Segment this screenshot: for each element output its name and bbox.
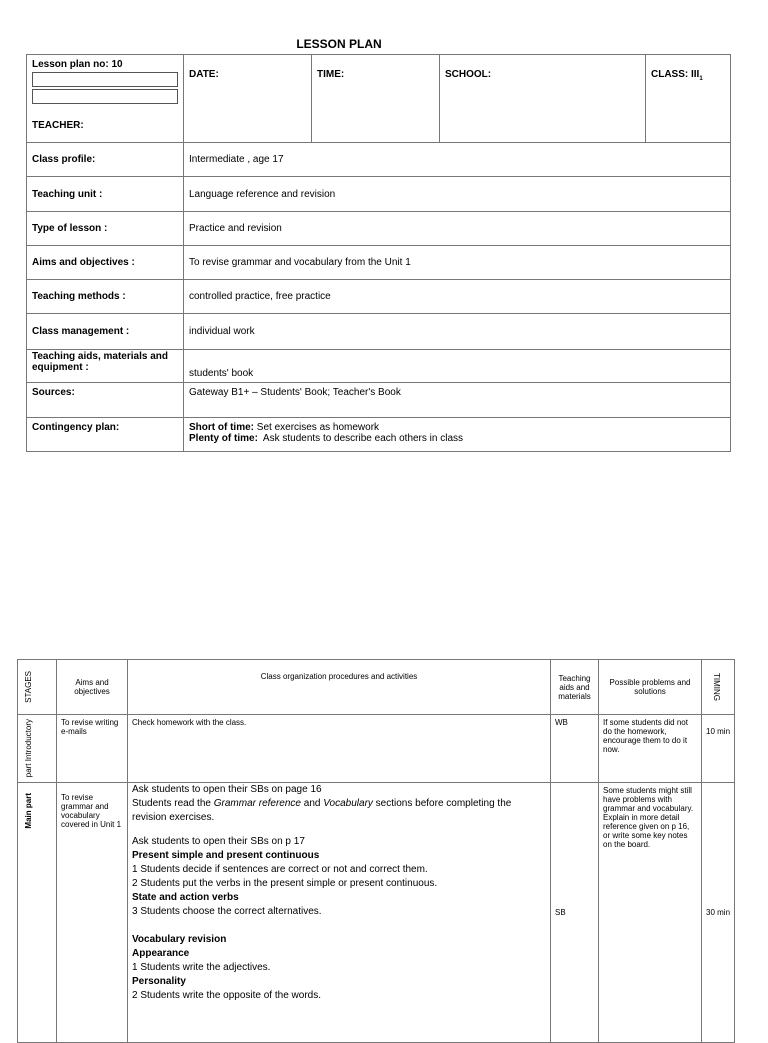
- lesson-no-box-2: [32, 89, 178, 104]
- intro-aims: To revise writing e-mails: [57, 715, 128, 783]
- procedure-line: 1 Students write the adjectives.: [132, 962, 271, 973]
- procedure-heading: Vocabulary revision: [132, 934, 227, 945]
- procedure-heading: State and action verbs: [132, 892, 239, 903]
- procedures-header: Class organization procedures and activities: [128, 660, 551, 715]
- info-value: To revise grammar and vocabulary from the Unit 1: [184, 246, 731, 280]
- info-value: Intermediate , age 17: [184, 143, 731, 177]
- stages-header-text: STAGES: [24, 671, 33, 703]
- info-label: Teaching aids, materials and equipment :: [27, 350, 184, 383]
- info-label: Type of lesson :: [27, 212, 184, 246]
- main-stage: Main part: [24, 793, 33, 829]
- class-label: CLASS: III: [651, 69, 700, 80]
- main-stage-cell: [18, 783, 57, 1043]
- main-aims: To revise grammar and vocabulary covered in Unit 1: [57, 783, 128, 1043]
- timing-header-text: TIMING: [712, 673, 721, 701]
- info-label: Teaching methods :: [27, 280, 184, 314]
- time-cell: [312, 55, 440, 143]
- school-cell: [440, 55, 646, 143]
- procedure-line: Ask students to open their SBs on p 17: [132, 836, 305, 847]
- info-row: [27, 280, 731, 314]
- date-cell: [184, 55, 312, 143]
- procedure-line: Students read the Grammar reference and Vocabulary sections before completing the revision exercises.: [132, 798, 512, 823]
- teacher-label: TEACHER:: [32, 120, 84, 131]
- info-row: [27, 177, 731, 212]
- intro-timing: 10 min: [702, 715, 735, 783]
- procedure-header-row: [18, 660, 735, 715]
- info-value: Practice and revision: [184, 212, 731, 246]
- intro-procedure: Check homework with the class.: [128, 715, 551, 783]
- info-value: controlled practice, free practice: [184, 280, 731, 314]
- lesson-plan-no: Lesson plan no: 10: [32, 59, 123, 70]
- main-aids: SB: [551, 783, 599, 1043]
- info-label: Class management :: [27, 314, 184, 350]
- class-subscript: 1: [699, 76, 703, 82]
- intro-stage-cell: [18, 715, 57, 783]
- main-row: [18, 783, 735, 1043]
- info-label: Aims and objectives :: [27, 246, 184, 280]
- main-procedure: [128, 783, 551, 1043]
- procedure-line: 1 Students decide if sentences are correct or not and correct them.: [132, 864, 428, 875]
- info-value: individual work: [184, 314, 731, 350]
- info-value: Language reference and revision: [184, 177, 731, 212]
- info-row: [27, 143, 731, 177]
- class-cell: [646, 55, 731, 143]
- procedure-line: 2 Students put the verbs in the present simple or present continuous.: [132, 878, 438, 889]
- contingency-label: Contingency plan:: [27, 418, 184, 452]
- plenty-of-time-value: Ask students to describe each others in class: [257, 433, 464, 444]
- aids-header: Teaching aids and materials: [551, 660, 599, 715]
- info-label: Teaching unit :: [27, 177, 184, 212]
- info-label: Sources:: [27, 383, 184, 418]
- procedure-line: Ask students to open their SBs on page 16: [132, 784, 322, 795]
- procedure-heading: Personality: [132, 976, 186, 987]
- lesson-no-box-1: [32, 72, 178, 87]
- intro-row: [18, 715, 735, 783]
- intro-problems: If some students did not do the homework, encourage them to do it now.: [599, 715, 702, 783]
- short-of-time-value: Set exercises as homework: [254, 422, 380, 433]
- procedure-line: 2 Students write the opposite of the words.: [132, 990, 321, 1001]
- contingency-row: [27, 418, 731, 452]
- date-label: DATE:: [189, 69, 219, 80]
- problems-header: Possible problems and solutions: [599, 660, 702, 715]
- info-row: [27, 212, 731, 246]
- contingency-value: [184, 418, 731, 452]
- lesson-info-table: [26, 54, 731, 452]
- info-row: [27, 350, 731, 383]
- aims-header: Aims and objectives: [57, 660, 128, 715]
- info-row: [27, 246, 731, 280]
- page-title: LESSON PLAN: [296, 37, 382, 51]
- intro-aids: WB: [551, 715, 599, 783]
- short-of-time-label: Short of time:: [189, 422, 254, 433]
- info-value: students' book: [184, 350, 731, 383]
- lesson-procedure-table: [17, 659, 735, 1043]
- intro-stage: part Introductory: [24, 719, 33, 778]
- plenty-of-time-label: Plenty of time:: [189, 433, 258, 444]
- info-value: Gateway B1+ – Students' Book; Teacher's Book: [184, 383, 731, 418]
- header-row: [27, 55, 731, 143]
- main-timing: 30 min: [702, 783, 735, 1043]
- school-label: SCHOOL:: [445, 69, 492, 80]
- procedure-heading: Appearance: [132, 948, 190, 959]
- main-problems: Some students might still have problems with grammar and vocabulary. Explain in more detail reference given on p 16, or write some key notes on the board.: [599, 783, 702, 1043]
- info-row: [27, 383, 731, 418]
- procedure-line: 3 Students choose the correct alternatives.: [132, 906, 322, 917]
- info-row: [27, 314, 731, 350]
- timing-header: [702, 660, 735, 715]
- info-label: Class profile:: [27, 143, 184, 177]
- procedure-heading: Present simple and present continuous: [132, 850, 320, 861]
- stages-header: [18, 660, 57, 715]
- lesson-no-cell: [27, 55, 184, 143]
- time-label: TIME:: [317, 69, 345, 80]
